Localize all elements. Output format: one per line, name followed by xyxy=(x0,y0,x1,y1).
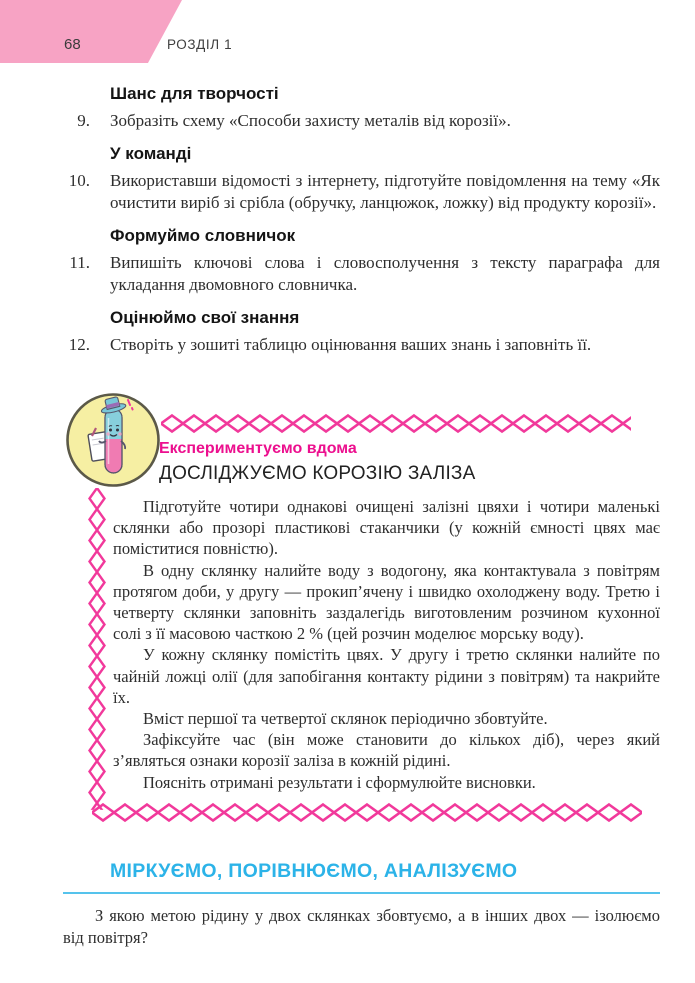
experiment-paragraph: Поясніть отримані результати і сформулюйте висновки. xyxy=(143,772,536,792)
task-item-10 xyxy=(0,170,660,214)
experiment-paragraph: У кожну склянку помістіть цвях. У другу і третю склянки налийте по чайній ложці олії (для запобігання контакту рідини з повітрям) та накрийте їх. xyxy=(113,645,660,707)
experiment-title: ДОСЛІДЖУЄМО КОРОЗІЮ ЗАЛІЗА xyxy=(159,463,476,484)
reflection-heading: МІРКУЄМО, ПОРІВНЮЄМО, АНАЛІЗУЄМО xyxy=(110,860,518,882)
experiment-paragraph: В одну склянку налийте воду з водогону, яка контактувала з повітрям протягом доби, у другу — прокип’ячену і швидко охолоджену воду. Третю і четверту склянки заповніть заздалегідь виготовленим розчином кухонної солі з її масовою часткою 2 % (цей розчин моделює морську воду). xyxy=(113,560,660,644)
task-text: Випишіть ключові слова і словосполучення з тексту параграфа для укладання двомовного словничка. xyxy=(110,253,660,295)
task-heading-team: У команді xyxy=(110,144,192,164)
reflection-question: З якою метою рідину у двох склянках збовтуємо, а в інших двох — ізолюємо від повітря? xyxy=(63,906,660,947)
diamond-chain-left xyxy=(86,488,108,810)
task-heading-creativity: Шанс для творчості xyxy=(110,84,279,103)
task-number: 12. xyxy=(68,335,90,355)
task-text: Зобразіть схему «Способи захисту металів від корозії». xyxy=(110,111,511,130)
task-number: 10. xyxy=(68,171,90,191)
experiment-label: Експериментуємо вдома xyxy=(159,440,357,457)
test-tube-character-icon xyxy=(65,392,161,488)
diamond-chain-bottom xyxy=(92,801,642,824)
experiment-body xyxy=(113,496,660,793)
task-number: 11. xyxy=(69,253,90,273)
header-pink-band xyxy=(0,0,182,63)
task-number: 9. xyxy=(77,111,90,130)
chapter-label: РОЗДІЛ 1 xyxy=(167,37,233,52)
task-item-9 xyxy=(0,110,660,132)
task-text: Створіть у зошиті таблицю оцінювання ваших знань і заповніть її. xyxy=(110,335,592,355)
experiment-box xyxy=(0,388,695,824)
diamond-chain-top xyxy=(161,412,631,435)
experiment-box-header xyxy=(0,388,695,496)
experiment-paragraph: Вміст першої та четвертої склянок періодично збовтуйте. xyxy=(143,709,548,729)
task-item-11 xyxy=(0,252,660,296)
task-heading-glossary: Формуймо словничок xyxy=(110,226,296,246)
reflection-section xyxy=(0,860,695,949)
task-text: Використавши відомості з інтернету, підготуйте повідомлення на тему «Як очистити виріб зі срібла (обручку, ланцюжок, ложку) від продукту корозії». xyxy=(110,171,660,213)
tasks-section xyxy=(0,84,695,369)
task-heading-self-assess: Оцінюймо свої знання xyxy=(110,308,300,328)
cyan-divider xyxy=(63,892,660,894)
page-number: 68 xyxy=(64,36,81,53)
task-item-12 xyxy=(0,334,660,356)
experiment-paragraph: Зафіксуйте час (він може становити до кількох діб), через який з’являться ознаки корозії заліза в кожній рідині. xyxy=(113,730,660,771)
experiment-paragraph: Підготуйте чотири однакові очищені залізні цвяхи і чотири маленькі склянки або прозорі пластикові стаканчики (у кожній ємності цвях має поміститися повністю). xyxy=(113,497,660,559)
